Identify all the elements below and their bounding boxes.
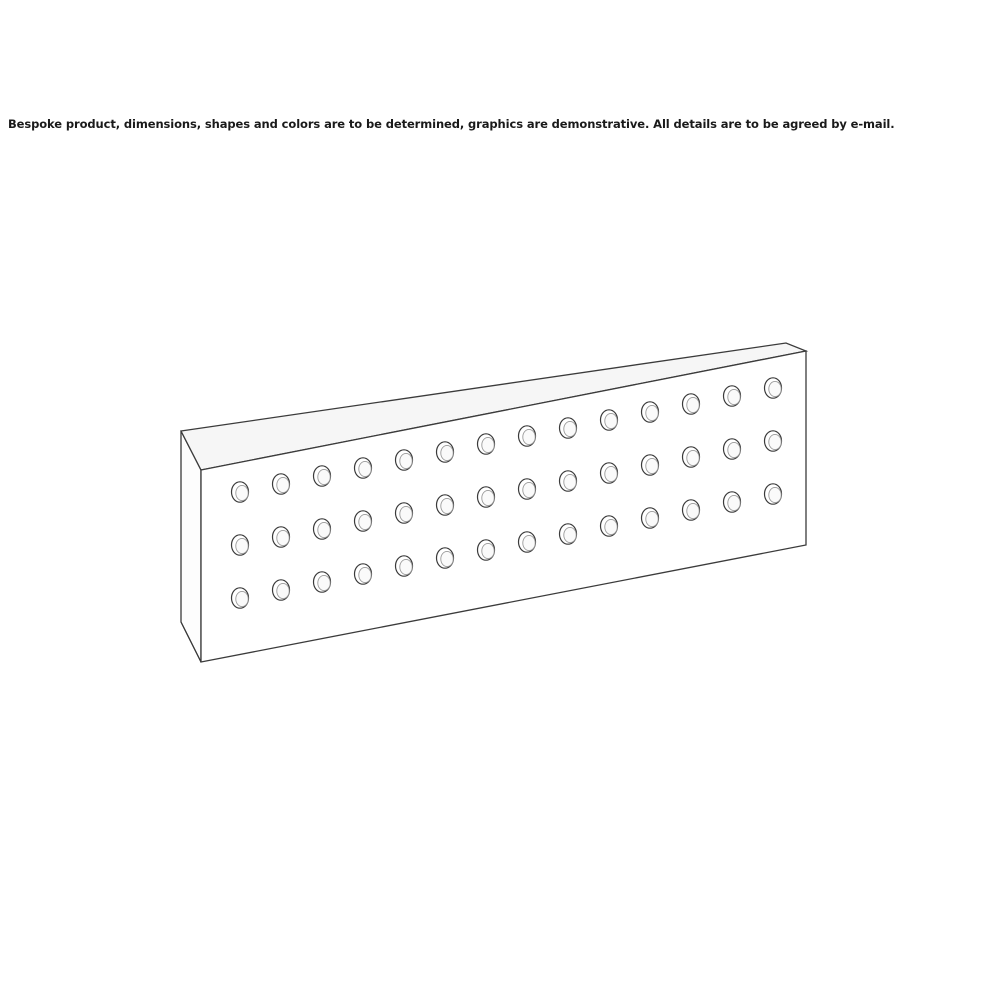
hole bbox=[683, 500, 700, 520]
hole bbox=[478, 540, 495, 560]
hole bbox=[724, 386, 741, 406]
hole bbox=[273, 474, 290, 494]
hole bbox=[273, 580, 290, 600]
hole bbox=[273, 527, 290, 547]
hole bbox=[765, 431, 782, 451]
hole bbox=[355, 511, 372, 531]
hole bbox=[560, 418, 577, 438]
hole bbox=[601, 410, 618, 430]
hole bbox=[601, 516, 618, 536]
hole bbox=[765, 378, 782, 398]
hole bbox=[478, 487, 495, 507]
hole bbox=[437, 548, 454, 568]
hole bbox=[724, 492, 741, 512]
hole bbox=[232, 535, 249, 555]
hole bbox=[355, 564, 372, 584]
hole bbox=[232, 588, 249, 608]
hole bbox=[396, 556, 413, 576]
hole bbox=[396, 503, 413, 523]
hole bbox=[560, 524, 577, 544]
hole bbox=[314, 519, 331, 539]
hole bbox=[642, 508, 659, 528]
hole bbox=[683, 394, 700, 414]
hole bbox=[724, 439, 741, 459]
hole bbox=[437, 495, 454, 515]
hole bbox=[355, 458, 372, 478]
hole bbox=[642, 402, 659, 422]
hole bbox=[683, 447, 700, 467]
hole bbox=[765, 484, 782, 504]
hole bbox=[601, 463, 618, 483]
disclaimer-text: Bespoke product, dimensions, shapes and colors are to be determined, graphics are demonstrative. All details are to be agreed by e-mail. bbox=[8, 117, 895, 131]
hole bbox=[519, 479, 536, 499]
hole bbox=[519, 426, 536, 446]
hole bbox=[437, 442, 454, 462]
hole bbox=[560, 471, 577, 491]
hole bbox=[314, 572, 331, 592]
hole bbox=[396, 450, 413, 470]
hole bbox=[232, 482, 249, 502]
hole bbox=[519, 532, 536, 552]
hole bbox=[642, 455, 659, 475]
hole bbox=[314, 466, 331, 486]
hole bbox=[478, 434, 495, 454]
